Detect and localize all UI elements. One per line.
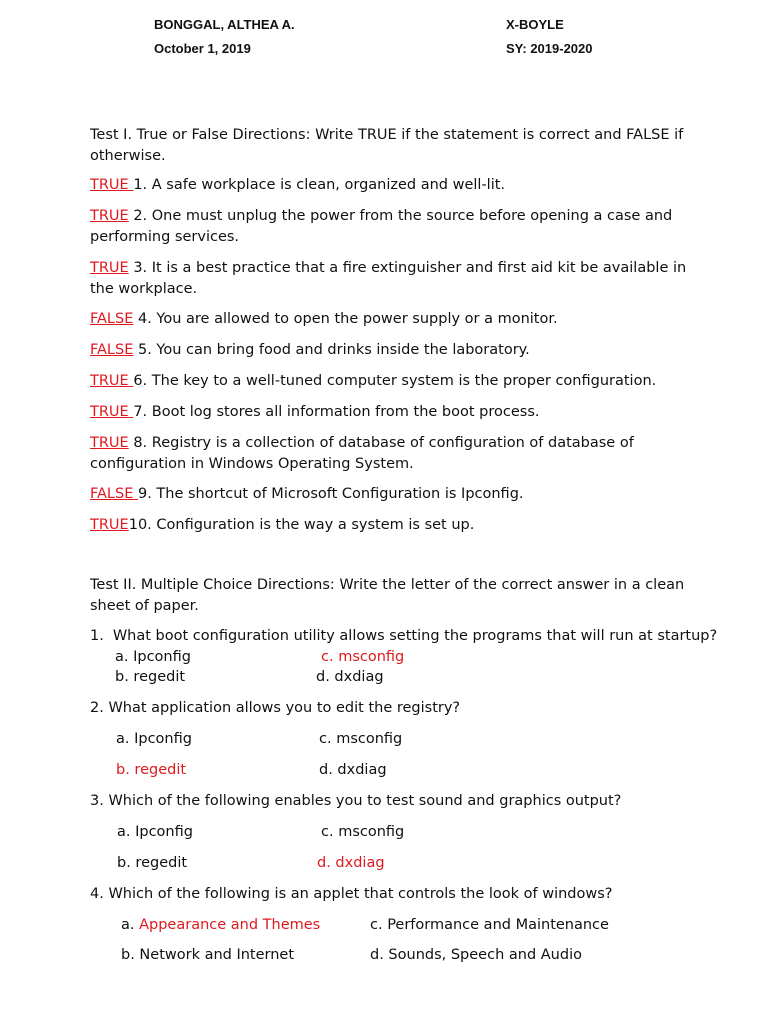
question-text: What boot configuration utility allows setting the programs that will run at startup? xyxy=(112,628,718,644)
student-name: BONGGAL, ALTHEA A. xyxy=(154,17,295,32)
answer-mark: TRUE xyxy=(90,404,134,420)
statement: 6. The key to a well-tuned computer system is the proper configuration. xyxy=(133,373,657,389)
option-b: b. regedit xyxy=(115,669,186,685)
statement: 5. You can bring food and drinks inside the laboratory. xyxy=(133,342,530,358)
school-year: SY: 2019-2020 xyxy=(506,41,593,56)
test2-directions: Test II. Multiple Choice Directions: Write the letter of the correct answer in a clean sheet of paper. xyxy=(90,577,685,614)
option-a: a. Ipconfig xyxy=(116,731,192,747)
statement: 7. Boot log stores all information from the boot process. xyxy=(133,404,540,420)
option-d-correct: d. dxdiag xyxy=(317,855,385,871)
statement: 2. One must unplug the power from the source before opening a case and performing services. xyxy=(90,208,673,245)
statement: 3. It is a best practice that a fire extinguisher and first aid kit be available in the workplace. xyxy=(90,260,687,297)
test1-directions: Test I. True or False Directions: Write TRUE if the statement is correct and FALSE if otherwise. xyxy=(90,127,684,164)
option-c: c. Performance and Maintenance xyxy=(370,917,609,933)
option-b-correct: b. regedit xyxy=(116,762,187,778)
question-1 xyxy=(90,626,730,647)
question-4: 4. Which of the following is an applet that controls the look of windows? xyxy=(90,886,613,902)
option-d: d. dxdiag xyxy=(319,762,387,778)
question-3: 3. Which of the following enables you to test sound and graphics output? xyxy=(90,793,622,809)
answer-mark: TRUE xyxy=(90,435,129,451)
question-number: 1. xyxy=(90,628,104,644)
test1-item xyxy=(90,206,705,248)
date: October 1, 2019 xyxy=(154,41,251,56)
test1-item xyxy=(90,371,730,392)
answer-mark: FALSE xyxy=(90,311,134,327)
test1-item xyxy=(90,484,730,505)
statement: 8. Registry is a collection of database of configuration of database of configuration in Windows Operating System. xyxy=(90,435,634,472)
answer-mark: TRUE xyxy=(90,373,134,389)
option-b: b. Network and Internet xyxy=(121,947,295,963)
answer-mark: TRUE xyxy=(90,208,129,224)
answer-mark: FALSE xyxy=(90,342,134,358)
option-a-correct: Appearance and Themes xyxy=(139,917,321,933)
test1-item xyxy=(90,402,730,423)
option-d: d. Sounds, Speech and Audio xyxy=(370,947,582,963)
answer-mark: TRUE xyxy=(90,260,129,276)
answer-mark: TRUE xyxy=(90,177,134,193)
option-a: a. Ipconfig xyxy=(115,649,191,665)
statement: 4. You are allowed to open the power supply or a monitor. xyxy=(133,311,558,327)
question-2: 2. What application allows you to edit the registry? xyxy=(90,700,461,716)
test1-item xyxy=(90,433,705,475)
statement: 10. Configuration is the way a system is set up. xyxy=(128,517,475,533)
test1-item xyxy=(90,258,705,300)
option-a xyxy=(121,915,320,936)
option-letter: a. xyxy=(121,917,140,933)
statement: 9. The shortcut of Microsoft Configuration is Ipconfig. xyxy=(137,486,524,502)
option-b: b. regedit xyxy=(117,855,188,871)
answer-mark: FALSE xyxy=(90,486,138,502)
answer-mark: TRUE xyxy=(90,517,129,533)
test1-item xyxy=(90,309,730,330)
option-d: d. dxdiag xyxy=(316,669,384,685)
statement: 1. A safe workplace is clean, organized and well-lit. xyxy=(133,177,506,193)
section: X-BOYLE xyxy=(506,17,564,32)
option-c-correct: c. msconfig xyxy=(321,649,405,665)
option-a: a. Ipconfig xyxy=(117,824,193,840)
test1-item xyxy=(90,515,730,536)
test1-item xyxy=(90,175,730,196)
option-c: c. msconfig xyxy=(321,824,405,840)
option-c: c. msconfig xyxy=(319,731,403,747)
test1-item xyxy=(90,340,730,361)
